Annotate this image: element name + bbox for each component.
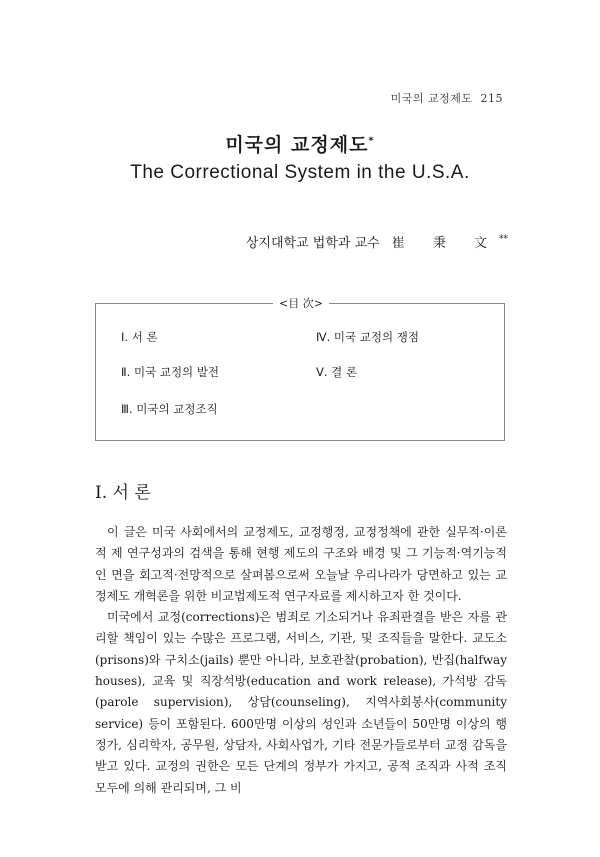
paragraph-2: 미국에서 교정(corrections)은 범죄로 기소되거나 유죄판결을 받은 자를 관리할 책임이 있는 수많은 프로그램, 서비스, 기관, 및 조직들을 말한다. 교도소(prisons)와 구치소(jails) 뿐만 아니라, 보호관찰(probation), 반집(halfway houses), 교육 및 직장석방(education and work release), 가석방 감독(parole supervision), 상담(counseling), 지역사회봉사(community service) 등이 포함된다. 600만명 이상의 성인과 소년들이 50만명 이상의 행정가, 심리학자, 공무원, 상담자, 사회사업가, 기타 전문가들로부터 교정 감독을 받고 있다. 교정의 권한은 모든 단계의 정부가 가지고, 공적 조직과 사적 조직 모두에 의해 관리되며, 그 비 <box>95 610 507 795</box>
toc-heading: <目 次> <box>96 295 506 311</box>
author-footnote-mark: ** <box>499 234 508 245</box>
title-korean-text: 미국의 교정제도 <box>225 134 369 156</box>
paper-title-korean <box>0 130 600 157</box>
title-footnote-mark: * <box>368 135 375 147</box>
toc-item-1: Ⅰ. 서 론 <box>121 330 158 344</box>
author-line <box>246 232 508 251</box>
author-name: 崔 秉 文 <box>391 236 499 251</box>
toc-item-5: Ⅴ. 결 론 <box>316 365 358 379</box>
toc-item-4: Ⅳ. 미국 교정의 쟁점 <box>316 330 419 344</box>
table-of-contents <box>95 297 505 441</box>
paper-title-english: The Correctional System in the U.S.A. <box>130 162 470 183</box>
running-head-title: 미국의 교정제도 <box>390 92 473 105</box>
paragraph-1: 이 글은 미국 사회에서의 교정제도, 교정행정, 교정정책에 관한 실무적·이론적 제 연구성과의 검색을 통해 현행 제도의 구조와 배경 및 그 기능적·역기능적인 면을 회고적·전망적으로 살펴봄으로써 오늘날 우리나라가 당면하고 있는 교정제도 개혁론을 위한 비교법제도적 연구자료를 제시하고자 한 것이다. <box>95 525 507 603</box>
section-heading: Ⅰ. 서 론 <box>95 483 151 503</box>
author-affiliation: 상지대학교 법학과 교수 <box>245 236 380 251</box>
running-head <box>391 90 503 106</box>
toc-item-3: Ⅲ. 미국의 교정조직 <box>121 402 218 416</box>
toc-item-2: Ⅱ. 미국 교정의 발전 <box>121 365 220 379</box>
body-text <box>95 522 507 799</box>
page-number: 215 <box>480 92 503 105</box>
